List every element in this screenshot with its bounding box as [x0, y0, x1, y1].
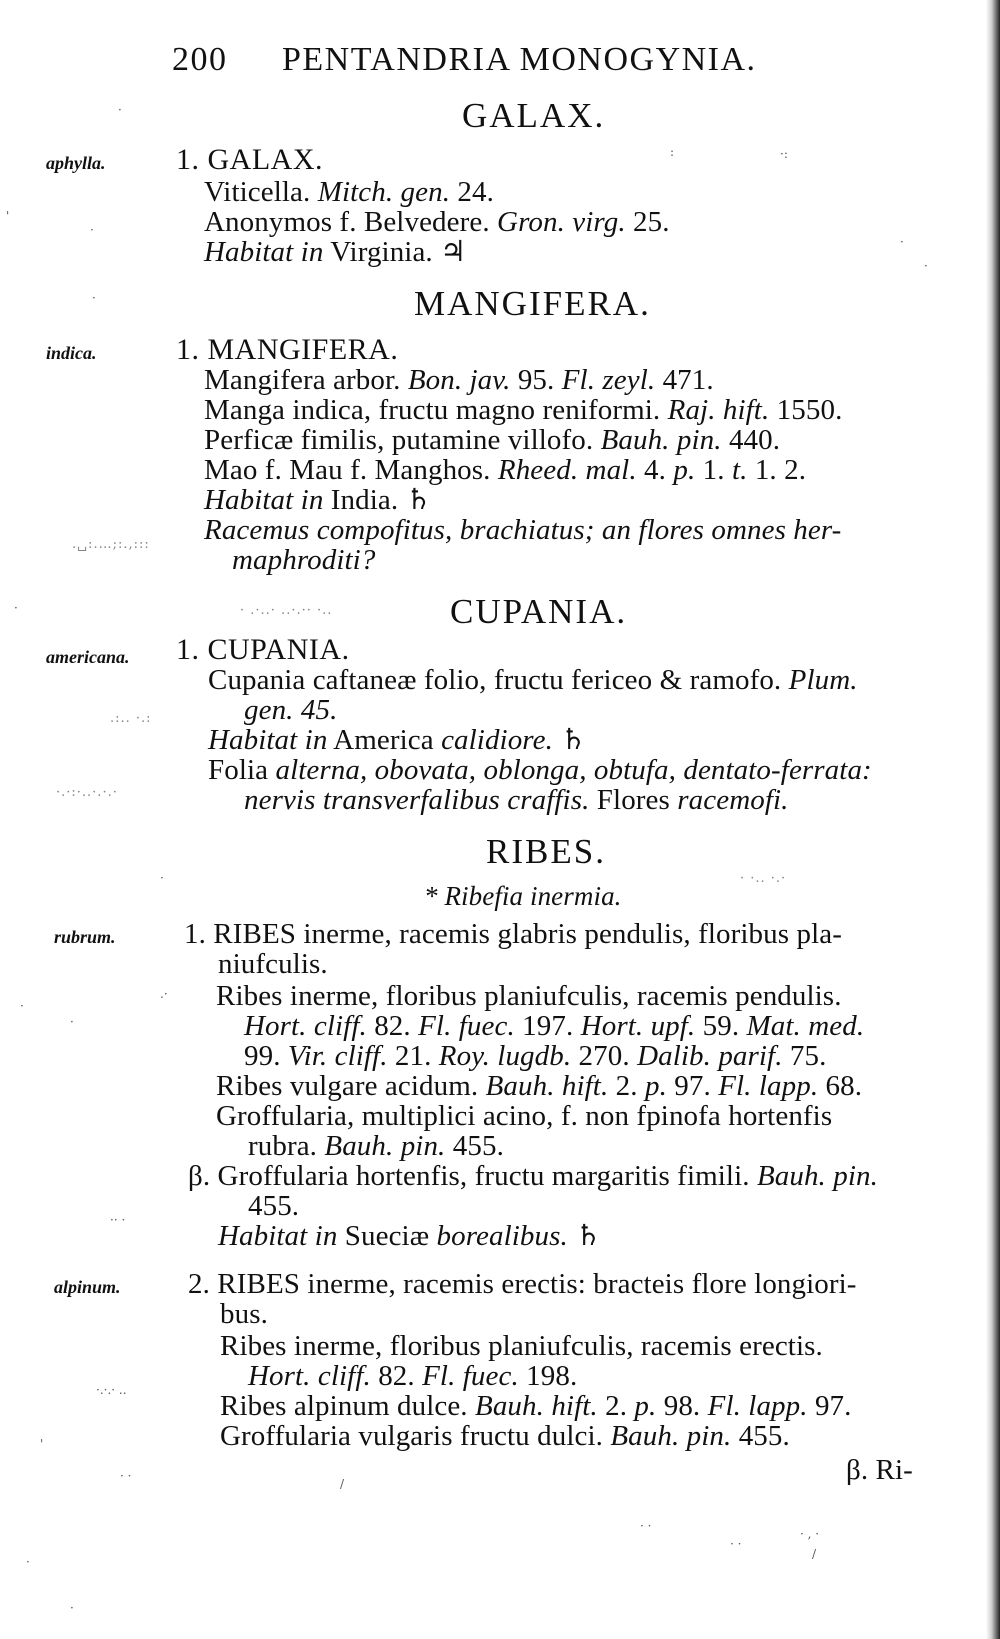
scan-speck: · · [120, 1469, 132, 1483]
synonym-line: Hort. cliff. 82. Fl. fuec. 197. Hort. upf. 59. Mat. med. [244, 1010, 865, 1042]
synonym-line: Perficæ fimilis, putamine villofo. Bauh. pin. 440. [204, 424, 781, 456]
observation-note: Racemus compofitus, brachiatus; an flores omnes her- [204, 514, 842, 546]
page-number: 200 [172, 41, 228, 78]
margin-note-alpinum: alpinum. [54, 1277, 121, 1297]
variety-beta-line: β. Groffularia hortenfis, fructu margaritis fimili. Bauh. pin. [188, 1160, 878, 1192]
habitat-line: Habitat in America calidiore. ♄ [208, 724, 587, 756]
synonym-line: Manga indica, fructu magno reniformi. Raj. hift. 1550. [204, 394, 843, 426]
scan-speck: / [812, 1547, 817, 1561]
margin-note-rubrum: rubrum. [54, 927, 116, 947]
margin-note-americana: americana. [46, 647, 130, 667]
synonym-line: Anonymos f. Belvedere. Gron. virg. 25. [204, 206, 670, 238]
scan-speck: · [118, 103, 122, 117]
margin-note-indica: indica. [46, 343, 97, 363]
variety-beta-line-continued: 455. [248, 1190, 300, 1222]
description-line-continued: nervis transverfalibus craffis. Flores racemofi. [244, 784, 789, 816]
synonym-line: Mao f. Mau f. Manghos. Rheed. mal. 4. p. 1. t. 1. 2. [204, 454, 807, 486]
scan-speck: · [26, 1555, 30, 1569]
habitat-line: Habitat in India. ♄ [204, 484, 432, 516]
show-through-smudge: .␣:.…;:.,::: [72, 537, 150, 552]
species-mangifera: 1. MANGIFERA. [176, 333, 399, 366]
show-through-smudge: .:.. ·.: [110, 711, 152, 726]
species-ribes-alpinum-continued: bus. [220, 1298, 268, 1330]
species-ribes-rubrum-continued: niufculis. [218, 948, 328, 980]
synonym-line: Viticella. Mitch. gen. 24. [204, 176, 494, 208]
scan-speck: · [14, 601, 18, 615]
genus-heading-cupania: CUPANIA. [450, 592, 628, 631]
synonym-line: Ribes vulgare acidum. Bauh. hift. 2. p. 97. Fl. lapp. 68. [216, 1070, 863, 1102]
scan-speck: .· [160, 987, 168, 1001]
species-ribes-rubrum: 1. RIBES inerme, racemis glabris pendulis, floribus pla- [184, 918, 842, 950]
scan-speck: · , · [800, 1527, 820, 1541]
scan-speck: / [340, 1477, 345, 1491]
scan-speck: · [900, 235, 904, 249]
show-through-smudge: · ·.. ·.· [740, 871, 787, 886]
scan-speck: ·· · [110, 1213, 126, 1227]
subsection-heading: * Ribefia inermia. [424, 881, 622, 911]
page-edge-shadow [986, 0, 1000, 1639]
species-cupania: 1. CUPANIA. [176, 633, 350, 666]
running-title: PENTANDRIA MONOGYNIA. [282, 41, 757, 78]
observation-note-continued: maphroditi? [232, 544, 376, 576]
scan-speck: · [90, 223, 94, 237]
scan-speck: · [70, 1601, 74, 1615]
scan-speck: ' [6, 209, 10, 223]
scan-speck: ·.·.· .. [96, 1383, 127, 1397]
scan-speck: · [92, 291, 96, 305]
show-through-smudge: ·.·:·..·.·.· [56, 785, 118, 800]
scan-speck: ·: [780, 147, 788, 161]
synonym-line: Cupania caftaneæ folio, fructu fericeo & ramofo. Plum. [208, 664, 858, 696]
synonym-line-continued: gen. 45. [244, 694, 338, 726]
scan-speck: · · [640, 1519, 652, 1533]
margin-note-aphylla: aphylla. [46, 153, 106, 173]
scan-speck: · [160, 871, 164, 885]
genus-heading-galax: GALAX. [462, 96, 606, 135]
synonym-line: Ribes alpinum dulce. Bauh. hift. 2. p. 98. Fl. lapp. 97. [220, 1390, 852, 1422]
synonym-line: Ribes inerme, floribus planiufculis, racemis pendulis. [216, 980, 842, 1012]
scan-speck: · [70, 1015, 74, 1029]
synonym-line: Groffularia, multiplici acino, f. non fpinofa hortenfis [216, 1100, 833, 1132]
species-ribes-alpinum: 2. RIBES inerme, racemis erectis: bracteis flore longiori- [188, 1268, 857, 1300]
description-line: Folia alterna, obovata, oblonga, obtufa, dentato-ferrata: [208, 754, 872, 786]
species-galax: 1. GALAX. [176, 143, 323, 176]
habitat-line: Habitat in Virginia. ♃ [204, 236, 467, 268]
catchword: β. Ri- [846, 1454, 913, 1486]
scan-speck: · · [730, 1537, 742, 1551]
synonym-line: Ribes inerme, floribus planiufculis, racemis erectis. [220, 1330, 823, 1362]
synonym-line: Mangifera arbor. Bon. jav. 95. Fl. zeyl. 471. [204, 364, 714, 396]
scan-speck: · [20, 999, 24, 1013]
scan-speck: ' [40, 1437, 44, 1451]
genus-heading-mangifera: MANGIFERA. [414, 284, 651, 323]
scan-speck: : [670, 145, 675, 159]
show-through-smudge: · .·..· ..·.·· ·.. [240, 603, 333, 618]
habitat-line: Habitat in Sueciæ borealibus. ♄ [218, 1220, 602, 1252]
synonym-line: Hort. cliff. 82. Fl. fuec. 198. [248, 1360, 578, 1392]
synonym-line: 99. Vir. cliff. 21. Roy. lugdb. 270. Dalib. parif. 75. [244, 1040, 827, 1072]
genus-heading-ribes: RIBES. [486, 832, 606, 871]
scan-speck: · [924, 259, 928, 273]
synonym-line: Groffularia vulgaris fructu dulci. Bauh. pin. 455. [220, 1420, 790, 1452]
synonym-line-continued: rubra. Bauh. pin. 455. [248, 1130, 504, 1162]
